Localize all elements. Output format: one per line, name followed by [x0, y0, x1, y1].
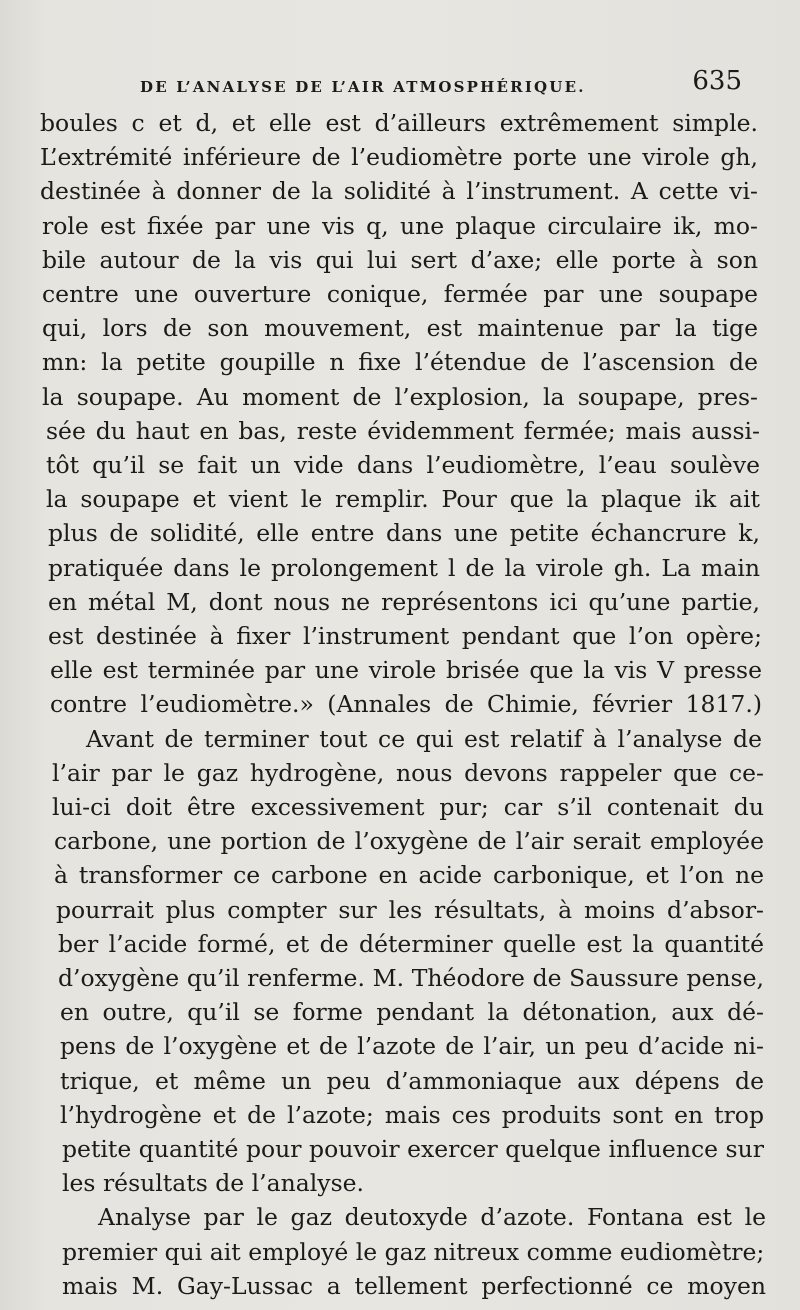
text-line: la soupape. Au moment de l’explosion, la soupape, pres-: [42, 382, 758, 411]
text-line: tôt qu’il se fait un vide dans l’eudiomètre, l’eau soulève: [46, 451, 760, 479]
text-line: role est fixée par une vis q, une plaque circulaire ik, mo-: [42, 211, 758, 240]
text-line: destinée à donner de la solidité à l’instrument. A cette vi-: [40, 177, 758, 206]
text-line: les résultats de l’analyse.: [62, 1169, 365, 1198]
text-line: carbone, une portion de l’oxygène de l’air serait employée: [54, 827, 764, 856]
text-line: mais M. Gay-Lussac a tellement perfectionné ce moyen: [62, 1271, 766, 1300]
text-line: pens de l’oxygène et de l’azote de l’air, un peu d’acide ni-: [60, 1032, 764, 1061]
text-line: premier qui ait employé le gaz nitreux comme eudiomètre;: [62, 1237, 765, 1266]
text-line: petite quantité pour pouvoir exercer quelque influence sur: [62, 1135, 764, 1163]
text-line: contre l’eudiomètre.» (Annales de Chimie, février 1817.): [50, 690, 762, 719]
text-line: est destinée à fixer l’instrument pendant que l’on opère;: [48, 622, 762, 650]
text-line: la soupape et vient le remplir. Pour que la plaque ik ait: [46, 485, 760, 514]
page-header: [60, 66, 740, 98]
text-line: en outre, qu’il se forme pendant la détonation, aux dé-: [60, 998, 764, 1027]
text-line: l’air par le gaz hydrogène, nous devons rappeler que ce-: [52, 758, 764, 787]
text-line: pourrait plus compter sur les résultats, à moins d’absor-: [56, 895, 764, 924]
page-number: 635: [692, 66, 742, 96]
text-line: en métal M, dont nous ne représentons ici qu’une partie,: [48, 587, 760, 616]
text-line: sée du haut en bas, reste évidemment fermée; mais aussi-: [46, 416, 760, 445]
text-line: à transformer ce carbone en acide carbonique, et l’on ne: [54, 861, 764, 890]
text-line: ber l’acide formé, et de déterminer quelle est la quantité: [58, 929, 764, 958]
text-line: Avant de terminer tout ce qui est relatif à l’analyse de: [86, 724, 762, 753]
text-line: lui-ci doit être excessivement pur; car s’il contenait du: [52, 793, 764, 821]
text-line: l’hydrogène et de l’azote; mais ces produits sont en trop: [60, 1100, 764, 1129]
text-line: elle est terminée par une virole brisée que la vis V presse: [50, 656, 762, 685]
text-line: centre une ouverture conique, fermée par une soupape: [42, 280, 758, 308]
running-title: DE L’ANALYSE DE L’AIR ATMOSPHÉRIQUE.: [140, 78, 586, 96]
text-line: bile autour de la vis qui lui sert d’axe; elle porte à son: [42, 245, 758, 274]
text-line: plus de solidité, elle entre dans une petite échancrure k,: [48, 519, 760, 548]
text-line: boules c et d, et elle est d’ailleurs extrêmement simple.: [40, 109, 758, 137]
text-line: d’oxygène qu’il renferme. M. Théodore de Saussure pense,: [58, 964, 764, 992]
text-line: trique, et même un peu d’ammoniaque aux dépens de: [60, 1066, 764, 1095]
text-line: Analyse par le gaz deutoxyde d’azote. Fontana est le: [98, 1203, 766, 1232]
text-line: L’extrémité inférieure de l’eudiomètre porte une virole gh,: [40, 143, 758, 172]
text-line: mn: la petite goupille n fixe l’étendue de l’ascension de: [42, 348, 758, 377]
text-line: qui, lors de son mouvement, est maintenue par la tige: [42, 314, 758, 343]
text-line: pratiquée dans le prolongement l de la virole gh. La main: [48, 553, 760, 582]
